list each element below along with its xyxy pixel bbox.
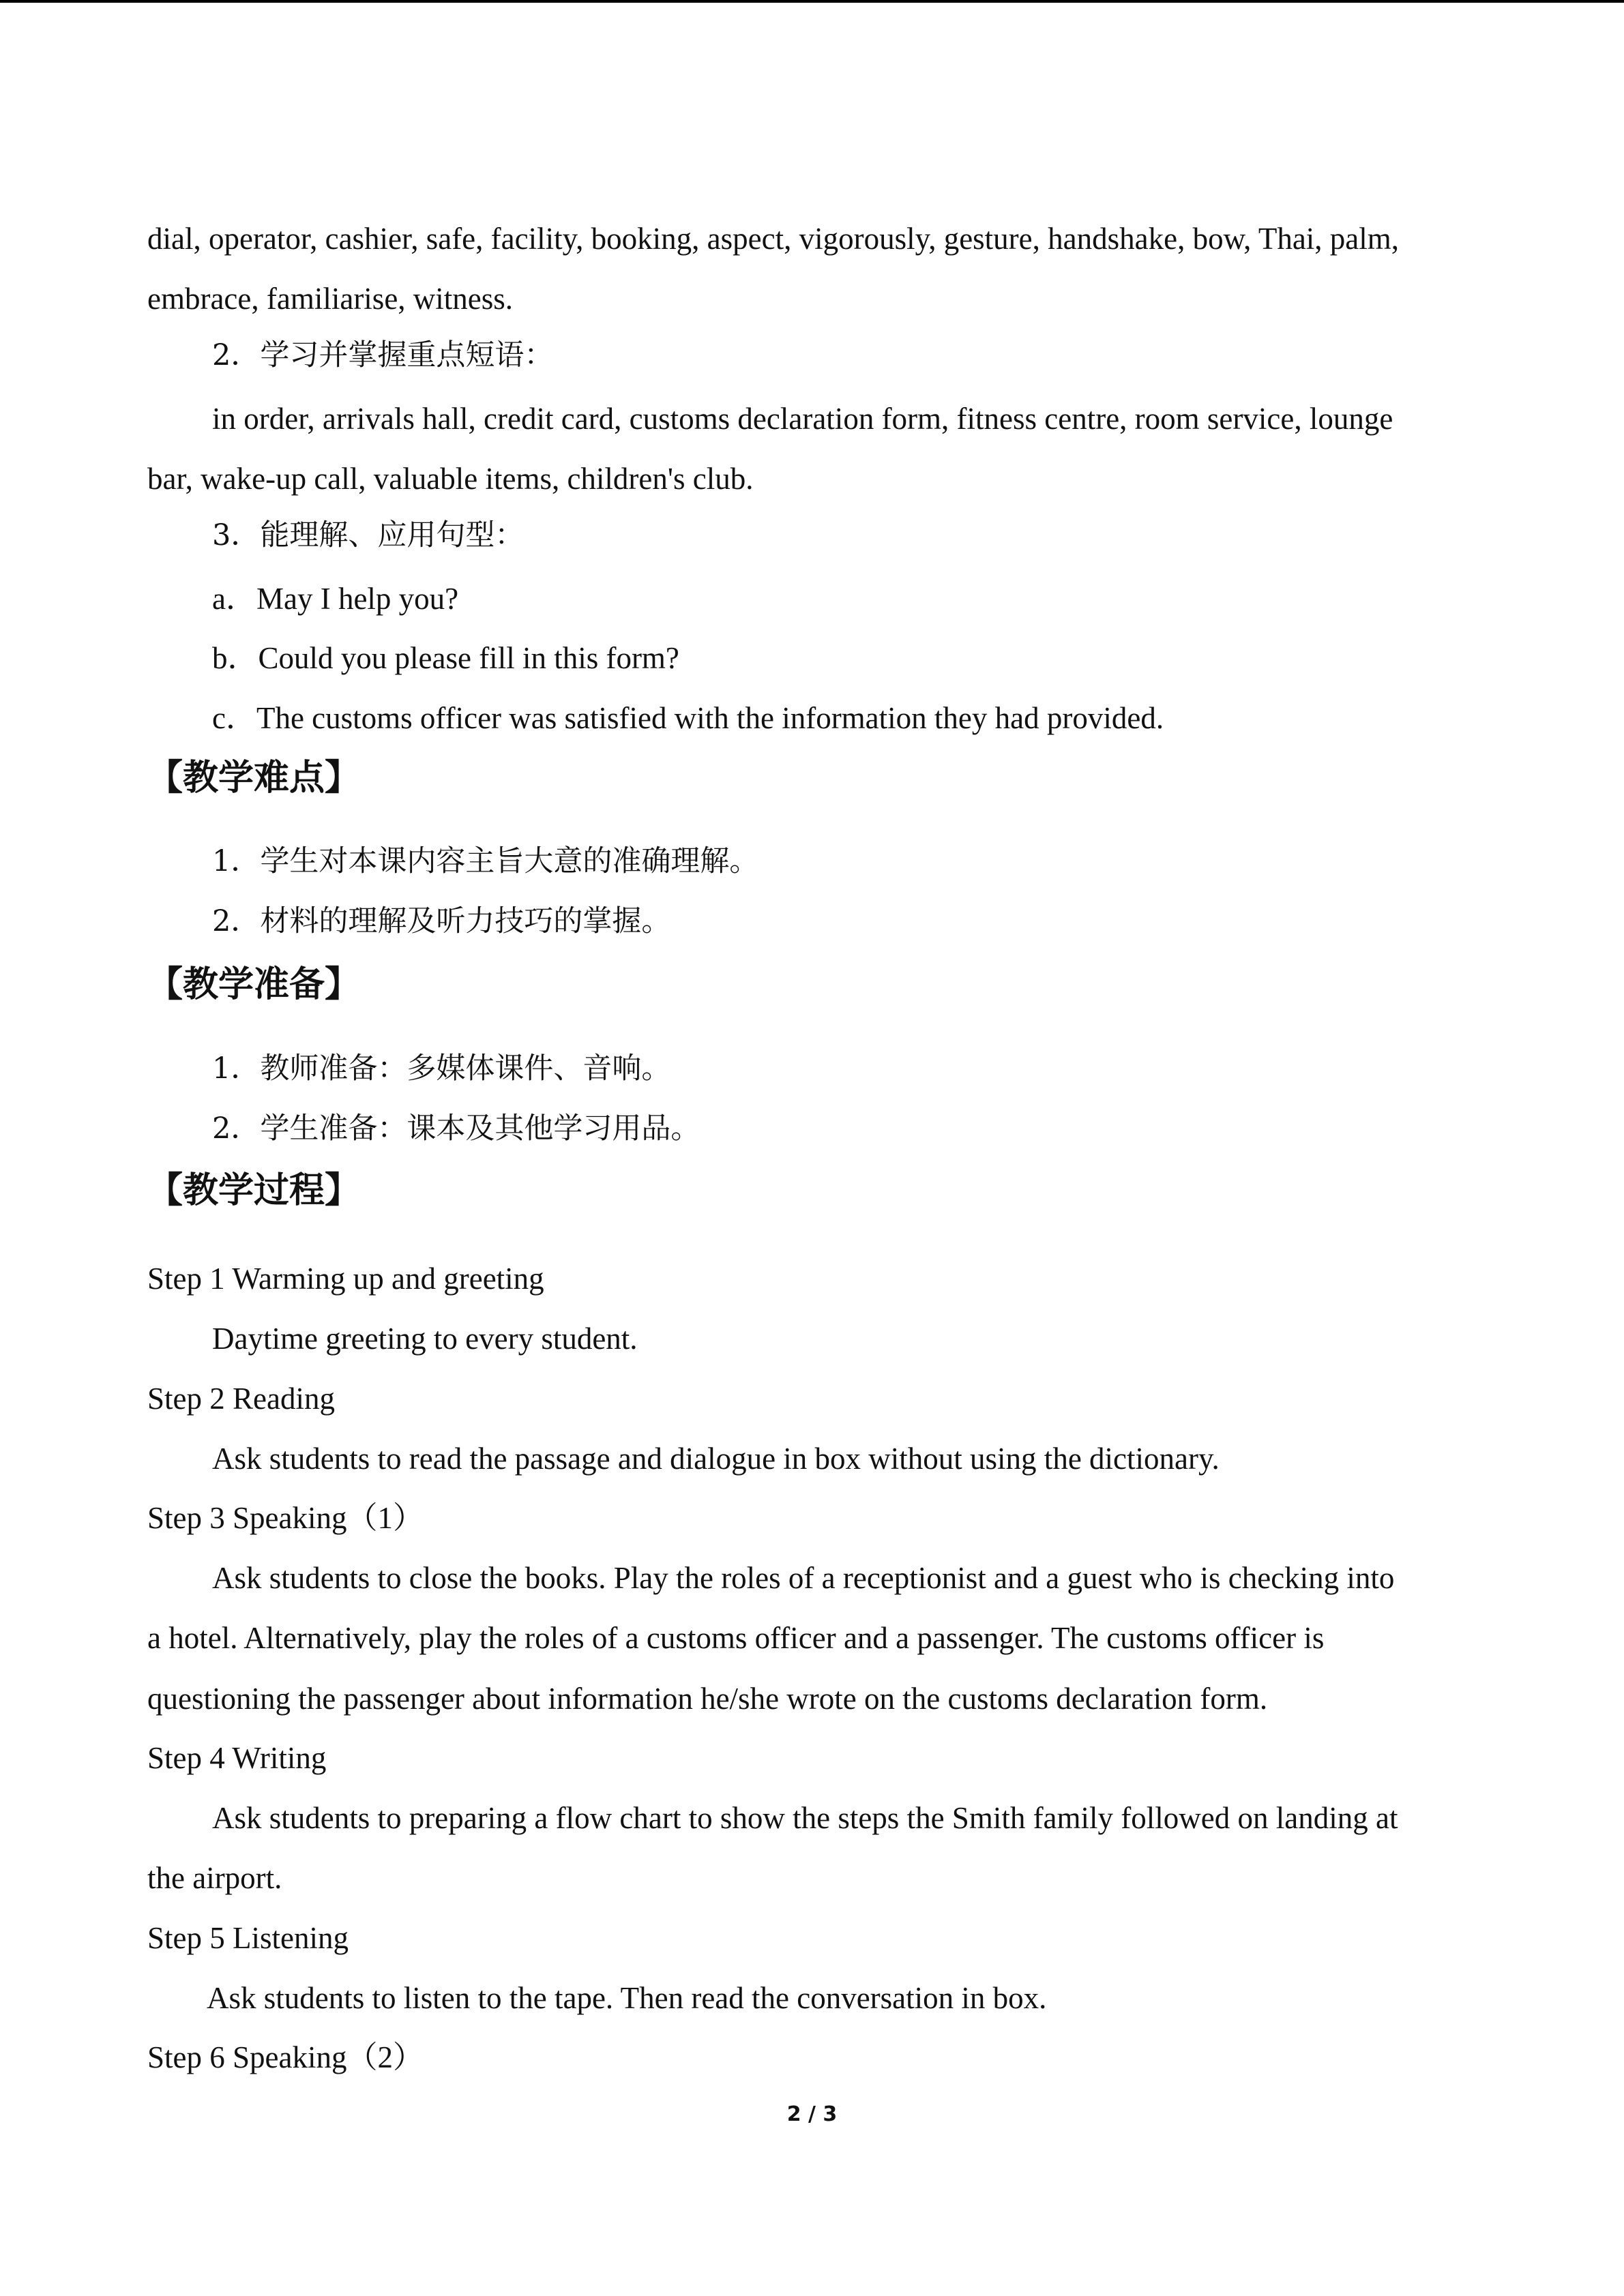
phrases-line-2: bar, wake-up call, valuable items, children's club. xyxy=(147,462,754,496)
vocab-line-1: dial, operator, cashier, safe, facility, booking, aspect, vigorously, gesture, handshake, bow, Thai, palm, xyxy=(147,222,1400,256)
preparation-item-1: 1．教师准备：多媒体课件、音响。 xyxy=(212,1052,671,1086)
difficulties-item-2: 2．材料的理解及听力技巧的掌握。 xyxy=(212,904,671,938)
vocab-line-2: embrace, familiarise, witness. xyxy=(147,282,514,316)
step3-line-1: Ask students to close the books. Play the roles of a receptionist and a guest who is checking into xyxy=(212,1561,1395,1595)
sentence-c: c．The customs officer was satisfied with the information they had provided. xyxy=(212,701,1164,735)
step2-title: Step 2 Reading xyxy=(147,1382,335,1416)
preparation-heading: 【教学准备】 xyxy=(147,964,361,1005)
sentence-a: a．May I help you? xyxy=(212,582,459,616)
page-number: 2 / 3 xyxy=(786,2102,838,2126)
step1-text: Daytime greeting to every student. xyxy=(212,1322,638,1356)
step6-title: Step 6 Speaking（2） xyxy=(147,2040,424,2074)
phrases-line-1: in order, arrivals hall, credit card, customs declaration form, fitness centre, room service, lounge xyxy=(212,402,1393,436)
step4-line-2: the airport. xyxy=(147,1861,282,1895)
process-heading: 【教学过程】 xyxy=(147,1170,361,1211)
step1-title: Step 1 Warming up and greeting xyxy=(147,1262,544,1296)
sentences-heading: 3．能理解、应用句型： xyxy=(212,518,525,552)
preparation-item-2: 2．学生准备：课本及其他学习用品。 xyxy=(212,1112,700,1146)
difficulties-heading: 【教学难点】 xyxy=(147,758,361,799)
step4-line-1: Ask students to preparing a flow chart to show the steps the Smith family followed on landing at xyxy=(212,1801,1398,1835)
step3-line-2: a hotel. Alternatively, play the roles of a customs officer and a passenger. The customs officer is xyxy=(147,1621,1325,1655)
step3-title: Step 3 Speaking（1） xyxy=(147,1501,424,1535)
difficulties-item-1: 1．学生对本课内容主旨大意的准确理解。 xyxy=(212,844,759,878)
step2-text: Ask students to read the passage and dialogue in box without using the dictionary. xyxy=(212,1442,1220,1476)
step5-text: Ask students to listen to the tape. Then read the conversation in box. xyxy=(207,1981,1047,2015)
step3-line-3: questioning the passenger about information he/she wrote on the customs declaration form. xyxy=(147,1682,1268,1716)
sentence-b: b．Could you please fill in this form? xyxy=(212,641,679,675)
step5-title: Step 5 Listening xyxy=(147,1921,349,1955)
step4-title: Step 4 Writing xyxy=(147,1741,327,1775)
phrases-heading: 2．学习并掌握重点短语： xyxy=(212,338,554,372)
